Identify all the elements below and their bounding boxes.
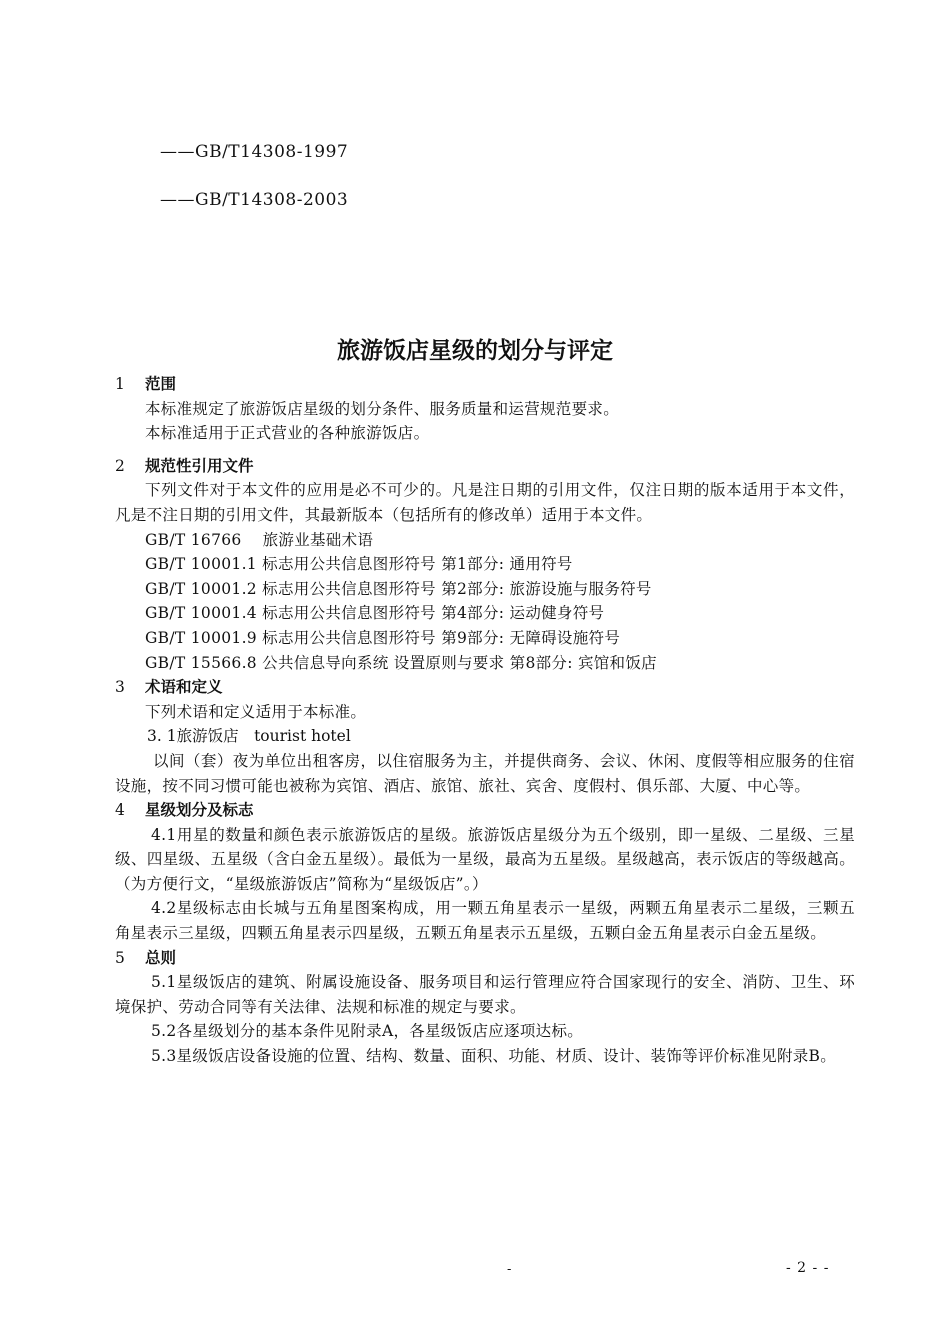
paragraph: 本标准规定了旅游饭店星级的划分条件、服务质量和运营规范要求。	[145, 399, 620, 418]
section-number: 1	[115, 375, 125, 393]
paragraph: 本标准适用于正式营业的各种旅游饭店。	[145, 424, 430, 443]
section-2-heading	[115, 454, 855, 479]
section-title: 规范性引用文件	[145, 456, 254, 475]
section-title: 术语和定义	[145, 678, 223, 697]
section-3-heading	[115, 675, 855, 700]
document-body	[115, 372, 855, 1069]
section-number: 2	[115, 456, 125, 475]
section-title: 星级划分及标志	[145, 801, 254, 820]
reference-item: GB/T 10001.4 标志用公共信息图形符号 第4部分: 运动健身符号	[145, 604, 605, 623]
reference-item: GB/T 10001.9 标志用公共信息图形符号 第9部分: 无障碍设施符号	[145, 628, 621, 647]
paragraph: 4.2星级标志由长城与五角星图案构成，用一颗五角星表示一星级，两颗五角星表示二星级，三颗五角星表示三星级，四颗五角星表示四星级，五颗五角星表示五星级，五颗白金五角星表示白金五星级。	[115, 899, 855, 943]
reference-item: GB/T 10001.2 标志用公共信息图形符号 第2部分: 旅游设施与服务符号	[145, 579, 652, 598]
section-5-heading	[115, 946, 855, 971]
section-title: 总则	[145, 948, 177, 967]
paragraph: 下列术语和定义适用于本标准。	[145, 702, 367, 721]
page-number: - 2 - -	[786, 1260, 830, 1276]
reference-item: GB/T 16766 旅游业基础术语	[145, 530, 374, 549]
document-title: 旅游饭店星级的划分与评定	[337, 338, 613, 364]
term-entry: 3. 1旅游饭店 tourist hotel	[147, 727, 351, 746]
section-1-heading	[115, 372, 855, 397]
footer-dash: -	[507, 1262, 512, 1277]
previous-edition-2: ——GB/T14308-2003	[160, 190, 349, 210]
previous-edition-1: ——GB/T14308-1997	[160, 142, 349, 162]
section-number: 3	[115, 678, 125, 697]
section-4-heading	[115, 798, 855, 823]
paragraph: 4.1用星的数量和颜色表示旅游饭店的星级。旅游饭店星级分为五个级别，即一星级、二星级、三星级、四星级、五星级（含白金五星级）。最低为一星级，最高为五星级。星级越高，表示饭店的等级越高。（为方便行文，“星级旅游饭店”简称为“星级饭店”。）	[115, 825, 855, 893]
term-definition: 以间（套）夜为单位出租客房，以住宿服务为主，并提供商务、会议、休闲、度假等相应服务的住宿设施，按不同习惯可能也被称为宾馆、酒店、旅馆、旅社、宾舍、度假村、俱乐部、大厦、中心等。	[115, 751, 855, 795]
section-number: 5	[115, 948, 125, 967]
reference-item: GB/T 10001.1 标志用公共信息图形符号 第1部分: 通用符号	[145, 555, 573, 574]
paragraph: 5.2各星级划分的基本条件见附录A，各星级饭店应逐项达标。	[151, 1022, 584, 1041]
reference-item: GB/T 15566.8 公共信息导向系统 设置原则与要求 第8部分: 宾馆和饭店	[145, 653, 657, 672]
paragraph: 5.1星级饭店的建筑、附属设施设备、服务项目和运行管理应符合国家现行的安全、消防、卫生、环境保护、劳动合同等有关法律、法规和标准的规定与要求。	[115, 973, 855, 1016]
paragraph: 5.3星级饭店设备设施的位置、结构、数量、面积、功能、材质、设计、装饰等评价标准见附录B。	[151, 1047, 837, 1066]
section-number: 4	[115, 801, 125, 820]
section-title: 范围	[145, 375, 177, 393]
paragraph: 下列文件对于本文件的应用是必不可少的。凡是注日期的引用文件，仅注日期的版本适用于本文件，凡是不注日期的引用文件，其最新版本（包括所有的修改单）适用于本文件。	[115, 481, 855, 524]
